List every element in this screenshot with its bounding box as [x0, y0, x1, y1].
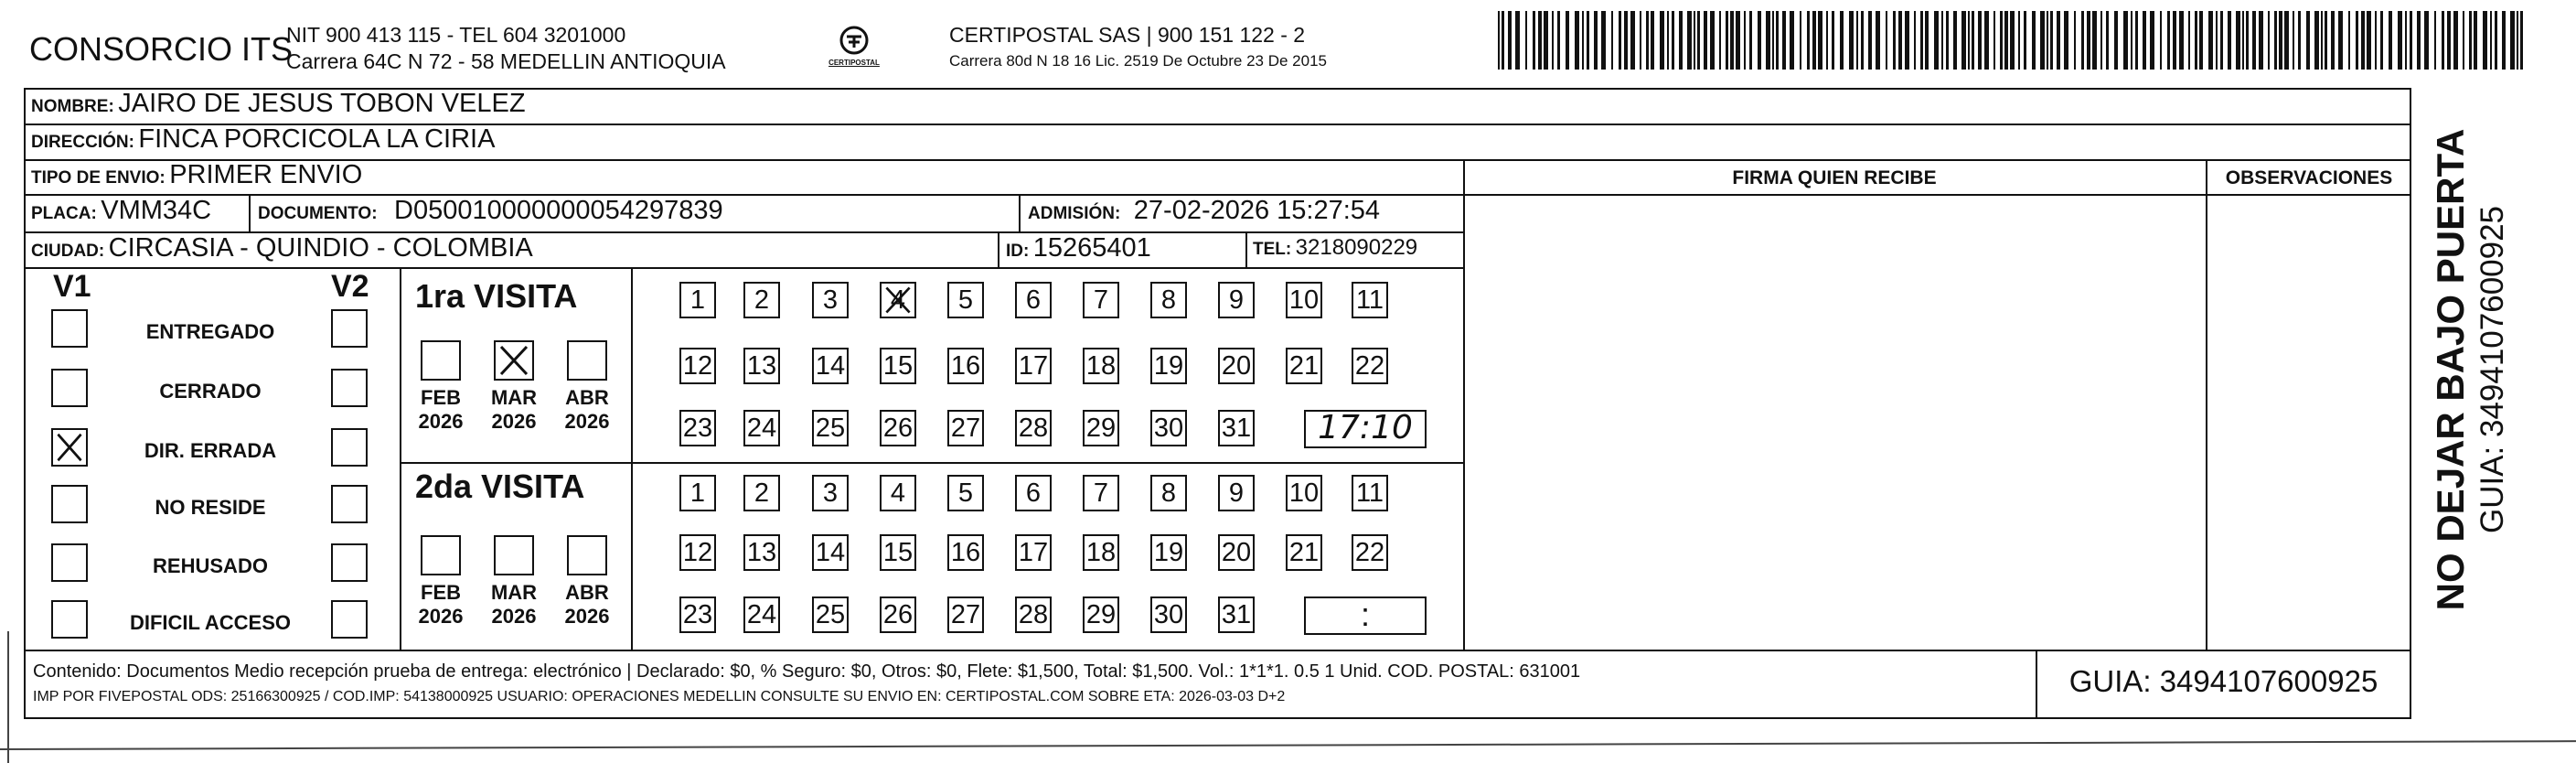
- visit1-day-8[interactable]: 8: [1150, 282, 1187, 318]
- barcode-bar: [2510, 11, 2515, 70]
- visit2-day-7[interactable]: 7: [1083, 475, 1119, 511]
- v2-checkbox-dificil-acceso[interactable]: [331, 600, 368, 639]
- barcode-bar: [2074, 11, 2076, 70]
- v2-checkbox-cerrado[interactable]: [331, 369, 368, 407]
- visit2-day-22[interactable]: 22: [1352, 534, 1388, 571]
- v1-checkbox-dir-errada[interactable]: [51, 428, 88, 467]
- barcode-bar: [2447, 11, 2451, 70]
- barcode-bar: [1893, 11, 1896, 70]
- barcode-bar: [1525, 11, 1527, 70]
- status-label-rehusado: REHUSADO: [153, 554, 268, 577]
- barcode-bar: [1640, 11, 1641, 70]
- barcode-bar: [2143, 11, 2146, 70]
- barcode-bar: [1630, 11, 1635, 70]
- visit1-day-13[interactable]: 13: [743, 348, 780, 384]
- barcode-bar: [1646, 11, 1649, 70]
- barcode-bar: [2424, 11, 2429, 70]
- barcode-bar: [2092, 11, 2097, 70]
- barcode-bar: [2123, 11, 2128, 70]
- barcode-bar: [2417, 11, 2421, 70]
- barcode-bar: [2398, 11, 2402, 70]
- visit1-title: 1ra VISITA: [415, 277, 578, 315]
- barcode-bar: [1941, 11, 1943, 70]
- barcode-bar: [1566, 11, 1569, 70]
- admision-field: [1028, 198, 1380, 224]
- barcode-bar: [1594, 11, 1598, 70]
- visit1-month-checkbox-feb[interactable]: [421, 340, 461, 381]
- barcode-bar: [2284, 11, 2289, 70]
- barcode-bar: [2135, 11, 2138, 70]
- visit1-day-2[interactable]: 2: [743, 282, 780, 318]
- barcode-bar: [2502, 11, 2506, 70]
- barcode-bar: [2216, 11, 2218, 70]
- barcode-bar: [2236, 11, 2240, 70]
- ciudad-label: CIUDAD:: [31, 242, 105, 261]
- visit1-day-27[interactable]: 27: [947, 410, 984, 446]
- barcode-bar: [1687, 11, 1692, 70]
- barcode-bar: [2032, 11, 2036, 70]
- barcode-bar: [1914, 11, 1916, 70]
- barcode-bar: [2274, 11, 2277, 70]
- placa-value: VMM34C: [101, 196, 212, 225]
- visit2-day-29[interactable]: 29: [1083, 596, 1119, 633]
- visit1-month-label-abr: ABR 2026: [564, 386, 610, 434]
- barcode-bar: [2483, 11, 2487, 70]
- admision-label: ADMISIÓN:: [1028, 204, 1121, 223]
- visit1-day-29[interactable]: 29: [1083, 410, 1119, 446]
- documento-field: [258, 198, 723, 224]
- barcode-bar: [1905, 11, 1909, 70]
- barcode-bar: [1730, 11, 1734, 70]
- visit2-day-6[interactable]: 6: [1015, 475, 1052, 511]
- visit2-day-4[interactable]: 4: [880, 475, 916, 511]
- barcode-bar: [2338, 11, 2343, 70]
- barcode-bar: [2434, 11, 2436, 70]
- barcode-bar: [2131, 11, 2132, 70]
- barcode-bar: [1515, 11, 1520, 70]
- direccion-row: [31, 126, 495, 153]
- barcode-bar: [1694, 11, 1695, 70]
- barcode-bar: [2469, 11, 2472, 70]
- visit2-day-10[interactable]: 10: [1286, 475, 1322, 511]
- visit1-day-22[interactable]: 22: [1352, 348, 1388, 384]
- visit1-day-7[interactable]: 7: [1083, 282, 1119, 318]
- v1-checkbox-no-reside[interactable]: [51, 485, 88, 523]
- barcode-bar: [1766, 11, 1770, 70]
- barcode-bar: [2208, 11, 2213, 70]
- placa-field: [31, 198, 211, 224]
- visit1-day-18[interactable]: 18: [1083, 348, 1119, 384]
- barcode-bar: [1993, 11, 1995, 70]
- barcode-bar: [2453, 11, 2458, 70]
- v1-checkbox-cerrado[interactable]: [51, 369, 88, 407]
- status-label-dificil-acceso: DIFICIL ACCESO: [129, 611, 291, 634]
- visit2-day-13[interactable]: 13: [743, 534, 780, 571]
- barcode-bar: [1812, 11, 1816, 70]
- admision-value: 27-02-2026 15:27:54: [1133, 196, 1381, 225]
- status-label-cerrado: CERRADO: [159, 380, 262, 403]
- tel-label: TEL:: [1253, 240, 1292, 259]
- visit1-day-4[interactable]: 4: [880, 282, 916, 318]
- visit1-day-16[interactable]: 16: [947, 348, 984, 384]
- barcode-bar: [1672, 11, 1674, 70]
- footer-contenido: Contenido: Documentos Medio recepción prueba de entrega: electrónico | Declarado: $0, % Seguro: $0, Otros: $0, Flete: $1,500, Total: $1,500. Vol.: 1*1*1. 0.5 1 Unid. COD. POSTAL: 631001: [33, 661, 1581, 682]
- direccion-label: DIRECCIÓN:: [31, 133, 134, 152]
- barcode-bar: [1807, 11, 1810, 70]
- visit1-day-23[interactable]: 23: [679, 410, 716, 446]
- visit2-day-28[interactable]: 28: [1015, 596, 1052, 633]
- barcode-bar: [2380, 11, 2383, 70]
- barcode-bar: [1832, 11, 1834, 70]
- barcode-bar: [1861, 11, 1864, 70]
- barcode-bar: [2246, 11, 2249, 70]
- barcode-bar: [1619, 11, 1621, 70]
- barcode-bar: [1925, 11, 1929, 70]
- no-dejar-bajo-puerta: NO DEJAR BAJO PUERTA: [2429, 128, 2472, 611]
- barcode-bar: [1849, 11, 1854, 70]
- visit1-month-checkbox-abr[interactable]: [567, 340, 607, 381]
- barcode-bar: [2188, 11, 2190, 70]
- barcode-bar: [2160, 11, 2162, 70]
- visit2-title: 2da VISITA: [415, 467, 585, 505]
- barcode-bar: [2279, 11, 2282, 70]
- barcode-bar: [1533, 11, 1535, 70]
- barcode-bar: [2024, 11, 2026, 70]
- barcode-bar: [2000, 11, 2003, 70]
- visit2-day-16[interactable]: 16: [947, 534, 984, 571]
- visit2-month-checkbox-mar[interactable]: [494, 535, 534, 575]
- barcode-bar: [2361, 11, 2365, 70]
- barcode-bar: [2195, 11, 2197, 70]
- visit2-day-21[interactable]: 21: [1286, 534, 1322, 571]
- barcode-bar: [2517, 11, 2518, 70]
- barcode-bar: [1953, 11, 1957, 70]
- visit2-day-24[interactable]: 24: [743, 596, 780, 633]
- scan-edge-line-left: [7, 631, 9, 763]
- v1-checkbox-entregado[interactable]: [51, 309, 88, 348]
- barcode-bar: [2474, 11, 2477, 70]
- barcode-bar: [2057, 11, 2060, 70]
- barcode-bar: [2087, 11, 2090, 70]
- barcode-bar: [1876, 11, 1880, 70]
- barcode-bar: [1749, 11, 1752, 70]
- barcode-bar: [2367, 11, 2371, 70]
- v2-checkbox-entregado[interactable]: [331, 309, 368, 348]
- barcode-bar: [1776, 11, 1779, 70]
- barcode-bar: [1818, 11, 1822, 70]
- barcode-bar: [2050, 11, 2053, 70]
- ciudad-value: CIRCASIA - QUINDIO - COLOMBIA: [108, 233, 533, 263]
- barcode-bar: [1840, 11, 1844, 70]
- barcode-bar: [1972, 11, 1974, 70]
- visit2-day-30[interactable]: 30: [1150, 596, 1187, 633]
- side-text: [2417, 113, 2525, 626]
- barcode-bar: [1790, 11, 1794, 70]
- side-guia: GUIA: 3494107600925: [2474, 205, 2510, 534]
- visit1-day-25[interactable]: 25: [812, 410, 849, 446]
- visit2-day-19[interactable]: 19: [1150, 534, 1187, 571]
- barcode-bar: [2490, 11, 2492, 70]
- visit2-month-label-abr: ABR 2026: [564, 581, 610, 629]
- visit1-day-26[interactable]: 26: [880, 410, 916, 446]
- ciudad-field: [31, 235, 533, 262]
- barcode-bar: [1710, 11, 1715, 70]
- visit2-day-17[interactable]: 17: [1015, 534, 1052, 571]
- barcode-bar: [1611, 11, 1613, 70]
- id-field: [1006, 235, 1151, 262]
- barcode-bar: [2321, 11, 2323, 70]
- barcode-bar: [1856, 11, 1858, 70]
- id-value: 15265401: [1032, 233, 1151, 263]
- placa-label: PLACA:: [31, 204, 97, 223]
- visit1-month-checkbox-mar[interactable]: [494, 340, 534, 381]
- barcode-bar: [1772, 11, 1774, 70]
- direccion-value: FINCA PORCICOLA LA CIRIA: [138, 124, 496, 154]
- barcode-bar: [2018, 11, 2020, 70]
- barcode-bar: [2040, 11, 2045, 70]
- barcode-bar: [1782, 11, 1786, 70]
- visit2-day-18[interactable]: 18: [1083, 534, 1119, 571]
- barcode-bar: [1898, 11, 1902, 70]
- visit1-day-12[interactable]: 12: [679, 348, 716, 384]
- barcode-bar: [2173, 11, 2176, 70]
- barcode: [1498, 11, 2526, 70]
- barcode-bar: [1736, 11, 1740, 70]
- visit2-day-5[interactable]: 5: [947, 475, 984, 511]
- visit1-day-28[interactable]: 28: [1015, 410, 1052, 446]
- barcode-bar: [1719, 11, 1721, 70]
- v2-checkbox-no-reside[interactable]: [331, 485, 368, 523]
- barcode-bar: [2331, 11, 2335, 70]
- visit1-day-21[interactable]: 21: [1286, 348, 1322, 384]
- barcode-bar: [1744, 11, 1746, 70]
- logo-label: CERTIPOSTAL: [828, 59, 880, 67]
- barcode-bar: [1552, 11, 1554, 70]
- barcode-bar: [2150, 11, 2154, 70]
- tipo-envio-row: [31, 162, 362, 188]
- barcode-bar: [1582, 11, 1584, 70]
- barcode-bar: [1697, 11, 1700, 70]
- nombre-value: JAIRO DE JESUS TOBON VELEZ: [118, 89, 526, 118]
- barcode-bar: [1498, 11, 1500, 70]
- visit1-day-20[interactable]: 20: [1218, 348, 1255, 384]
- barcode-bar: [2100, 11, 2102, 70]
- barcode-bar: [2268, 11, 2270, 70]
- barcode-bar: [2114, 11, 2118, 70]
- barcode-bar: [2298, 11, 2301, 70]
- visit2-day-14[interactable]: 14: [812, 534, 849, 571]
- visit2-day-12[interactable]: 12: [679, 534, 716, 571]
- barcode-bar: [1726, 11, 1728, 70]
- visit2-month-checkbox-feb[interactable]: [421, 535, 461, 575]
- visit1-day-3[interactable]: 3: [812, 282, 849, 318]
- tipo-envio-label: TIPO DE ENVIO:: [31, 168, 166, 188]
- visit1-month-label-feb: FEB 2026: [418, 386, 464, 434]
- company-address: Carrera 64C N 72 - 58 MEDELLIN ANTIOQUIA: [286, 49, 726, 73]
- visit2-day-31[interactable]: 31: [1218, 596, 1255, 633]
- barcode-bar: [2259, 11, 2263, 70]
- barcode-bar: [1679, 11, 1683, 70]
- barcode-bar: [2228, 11, 2231, 70]
- tel-value: 3218090229: [1295, 235, 1418, 260]
- barcode-bar: [1667, 11, 1669, 70]
- visit1-day-30[interactable]: 30: [1150, 410, 1187, 446]
- barcode-bar: [1502, 11, 1504, 70]
- certipostal-license: Carrera 80d N 18 16 Lic. 2519 De Octubre 23 De 2015: [949, 52, 1327, 70]
- visit1-day-15[interactable]: 15: [880, 348, 916, 384]
- visit2-day-15[interactable]: 15: [880, 534, 916, 571]
- barcode-bar: [1557, 11, 1560, 70]
- v2-header: V2: [331, 269, 369, 304]
- barcode-bar: [2220, 11, 2223, 70]
- nombre-row: [31, 91, 526, 117]
- barcode-bar: [1704, 11, 1707, 70]
- barcode-bar: [2325, 11, 2327, 70]
- barcode-bar: [1660, 11, 1664, 70]
- barcode-bar: [2293, 11, 2294, 70]
- barcode-bar: [1587, 11, 1589, 70]
- barcode-bar: [2495, 11, 2497, 70]
- v1-header: V1: [53, 269, 91, 304]
- barcode-bar: [2167, 11, 2170, 70]
- barcode-bar: [2520, 11, 2523, 70]
- visit2-day-27[interactable]: 27: [947, 596, 984, 633]
- barcode-bar: [2306, 11, 2310, 70]
- visit1-day-19[interactable]: 19: [1150, 348, 1187, 384]
- status-label-no-reside: NO RESIDE: [155, 496, 266, 519]
- barcode-bar: [2314, 11, 2319, 70]
- barcode-bar: [1920, 11, 1923, 70]
- tel-field: [1253, 237, 1417, 259]
- observaciones-header: OBSERVACIONES: [2225, 167, 2393, 188]
- certipostal-info: CERTIPOSTAL SAS | 900 151 122 - 2: [949, 23, 1306, 47]
- barcode-bar: [2064, 11, 2068, 70]
- footer-guia: GUIA: 3494107600925: [2068, 664, 2378, 698]
- barcode-bar: [1624, 11, 1628, 70]
- barcode-bar: [2106, 11, 2109, 70]
- documento-label: DOCUMENTO:: [258, 204, 378, 223]
- id-label: ID:: [1006, 242, 1030, 261]
- barcode-bar: [1868, 11, 1872, 70]
- status-label-entregado: ENTREGADO: [145, 320, 275, 343]
- visit2-day-23[interactable]: 23: [679, 596, 716, 633]
- footer-imp: IMP POR FIVEPOSTAL ODS: 25166300925 / COD.IMP: 54138000925 USUARIO: OPERACIONES MEDELLIN CONSULTE SU ENVIO EN: CERTIPOSTAL.COM SOBRE ETA: 2026-03-03 D+2: [33, 689, 1286, 704]
- visit2-day-8[interactable]: 8: [1150, 475, 1187, 511]
- nombre-label: NOMBRE:: [31, 97, 114, 116]
- company-nit-tel: NIT 900 413 115 - TEL 604 3201000: [286, 23, 626, 47]
- visit2-day-25[interactable]: 25: [812, 596, 849, 633]
- visit1-month-label-mar: MAR 2026: [490, 386, 538, 434]
- barcode-bar: [2081, 11, 2084, 70]
- barcode-bar: [2252, 11, 2256, 70]
- barcode-bar: [2242, 11, 2244, 70]
- visit1-day-10[interactable]: 10: [1286, 282, 1322, 318]
- visit2-time-field[interactable]: :: [1304, 596, 1427, 635]
- visit1-day-6[interactable]: 6: [1015, 282, 1052, 318]
- barcode-bar: [1978, 11, 1982, 70]
- barcode-bar: [1601, 11, 1606, 70]
- visit1-day-14[interactable]: 14: [812, 348, 849, 384]
- visit1-day-9[interactable]: 9: [1218, 282, 1255, 318]
- barcode-bar: [2375, 11, 2377, 70]
- barcode-bar: [1758, 11, 1761, 70]
- visit2-month-checkbox-abr[interactable]: [567, 535, 607, 575]
- barcode-bar: [1826, 11, 1828, 70]
- barcode-bar: [1961, 11, 1966, 70]
- status-label-dir-errada: DIR. ERRADA: [144, 439, 277, 462]
- visit2-day-2[interactable]: 2: [743, 475, 780, 511]
- barcode-bar: [2463, 11, 2464, 70]
- v1-checkbox-dificil-acceso[interactable]: [51, 600, 88, 639]
- visit1-day-24[interactable]: 24: [743, 410, 780, 446]
- company-name: CONSORCIO ITS: [29, 30, 294, 68]
- visit2-day-1[interactable]: 1: [679, 475, 716, 511]
- documento-value: D050010000000054297839: [394, 196, 723, 225]
- barcode-bar: [1544, 11, 1548, 70]
- barcode-bar: [2389, 11, 2392, 70]
- visit2-day-20[interactable]: 20: [1218, 534, 1255, 571]
- barcode-bar: [1968, 11, 1970, 70]
- barcode-bar: [1886, 11, 1887, 70]
- barcode-bar: [2179, 11, 2184, 70]
- barcode-bar: [1538, 11, 1542, 70]
- scan-edge-line: [0, 740, 2576, 750]
- barcode-bar: [1800, 11, 1801, 70]
- barcode-bar: [2442, 11, 2444, 70]
- barcode-bar: [2405, 11, 2407, 70]
- barcode-bar: [1508, 11, 1512, 70]
- visit2-day-3[interactable]: 3: [812, 475, 849, 511]
- barcode-bar: [2410, 11, 2412, 70]
- barcode-bar: [2010, 11, 2015, 70]
- visit1-day-5[interactable]: 5: [947, 282, 984, 318]
- v2-checkbox-rehusado[interactable]: [331, 543, 368, 582]
- barcode-bar: [1984, 11, 1989, 70]
- visit1-day-1[interactable]: 1: [679, 282, 716, 318]
- barcode-bar: [2047, 11, 2048, 70]
- visit1-day-17[interactable]: 17: [1015, 348, 1052, 384]
- barcode-bar: [1946, 11, 1949, 70]
- barcode-bar: [2004, 11, 2008, 70]
- visit2-month-label-feb: FEB 2026: [418, 581, 464, 629]
- certipostal-logo: [816, 22, 893, 73]
- firma-header: FIRMA QUIEN RECIBE: [1732, 167, 1937, 188]
- barcode-bar: [1934, 11, 1939, 70]
- visit2-month-label-mar: MAR 2026: [490, 581, 538, 629]
- v2-checkbox-dir-errada[interactable]: [331, 428, 368, 467]
- visit2-day-26[interactable]: 26: [880, 596, 916, 633]
- visit2-day-9[interactable]: 9: [1218, 475, 1255, 511]
- tipo-envio-value: PRIMER ENVIO: [169, 160, 363, 189]
- visit1-day-11[interactable]: 11: [1352, 282, 1388, 318]
- barcode-bar: [2199, 11, 2203, 70]
- visit1-time-field[interactable]: 17:10: [1304, 410, 1427, 448]
- visit1-day-31[interactable]: 31: [1218, 410, 1255, 446]
- barcode-bar: [2356, 11, 2358, 70]
- visit2-day-11[interactable]: 11: [1352, 475, 1388, 511]
- barcode-bar: [1575, 11, 1579, 70]
- v1-checkbox-rehusado[interactable]: [51, 543, 88, 582]
- barcode-bar: [1651, 11, 1654, 70]
- barcode-bar: [2348, 11, 2350, 70]
